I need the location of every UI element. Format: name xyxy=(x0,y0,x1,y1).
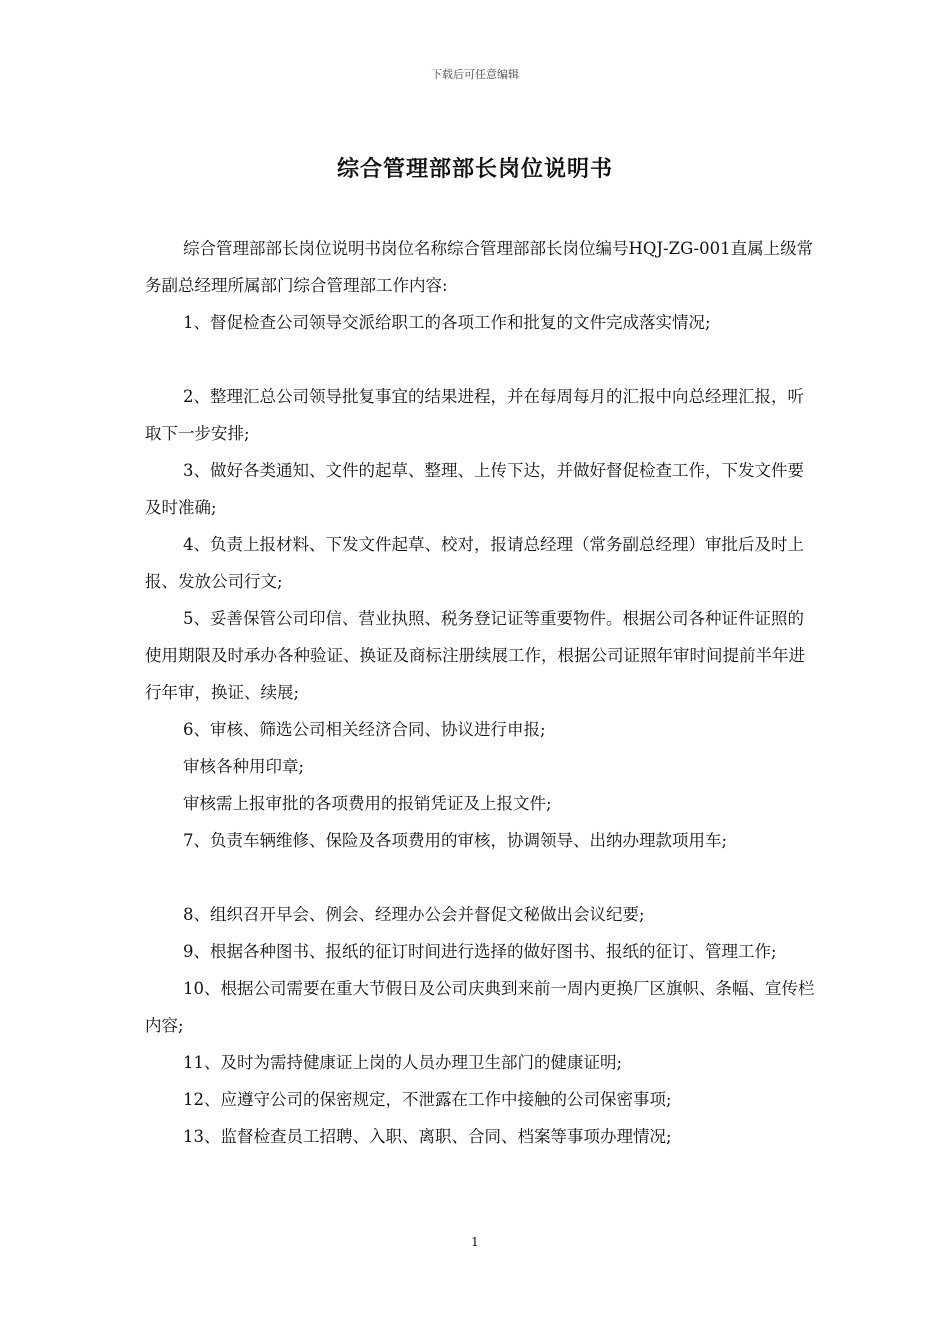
paragraph-item-6-sub-1: 审核各种用印章; xyxy=(183,757,305,776)
paragraph-item-13: 13、监督检查员工招聘、入职、离职、合同、档案等事项办理情况; xyxy=(183,1127,672,1146)
paragraph-item-9: 9、根据各种图书、报纸的征订时间进行选择的做好图书、报纸的征订、管理工作; xyxy=(183,942,777,961)
paragraph-item-6: 6、审核、筛选公司相关经济合同、协议进行申报; xyxy=(183,720,546,739)
paragraph-item-4: 4、负责上报材料、下发文件起草、校对，报请总经理（常务副总经理）审批后及时上报、发放公司行文; xyxy=(145,535,804,591)
paragraph-item-6-sub-2: 审核需上报审批的各项费用的报销凭证及上报文件; xyxy=(183,794,552,813)
header-note: 下载后可任意编辑 xyxy=(431,68,519,81)
paragraph-item-5: 5、妥善保管公司印信、营业执照、税务登记证等重要物件。根据公司各种证件证照的使用期限及时承办各种验证、换证及商标注册续展工作，根据公司证照年审时间提前半年进行年审，换证、续展; xyxy=(145,609,805,702)
paragraph-item-1: 1、督促检查公司领导交派给职工的各项工作和批复的文件完成落实情况; xyxy=(183,313,711,332)
document-title: 综合管理部部长岗位说明书 xyxy=(336,156,613,182)
paragraph-intro: 综合管理部部长岗位说明书岗位名称综合管理部部长岗位编号HQJ-ZG-001直属上级常务副总经理所属部门综合管理部工作内容: xyxy=(145,239,814,295)
paragraph-item-3: 3、做好各类通知、文件的起草、整理、上传下达，并做好督促检查工作，下发文件要及时准确; xyxy=(145,461,804,517)
paragraph-item-11: 11、及时为需持健康证上岗的人员办理卫生部门的健康证明; xyxy=(183,1053,623,1072)
page-number: 1 xyxy=(471,1235,479,1249)
paragraph-item-12: 12、应遵守公司的保密规定，不泄露在工作中接触的公司保密事项; xyxy=(183,1090,672,1109)
document-body xyxy=(145,230,815,1155)
paragraph-item-10: 10、根据公司需要在重大节假日及公司庆典到来前一周内更换厂区旗帜、条幅、宣传栏内容; xyxy=(145,979,815,1035)
paragraph-item-8: 8、组织召开早会、例会、经理办公会并督促文秘做出会议纪要; xyxy=(183,905,645,924)
paragraph-item-2: 2、整理汇总公司领导批复事宜的结果进程，并在每周每月的汇报中向总经理汇报，听取下一步安排; xyxy=(145,387,804,443)
paragraph-item-7: 7、负责车辆维修、保险及各项费用的审核，协调领导、出纳办理款项用车; xyxy=(183,831,728,850)
